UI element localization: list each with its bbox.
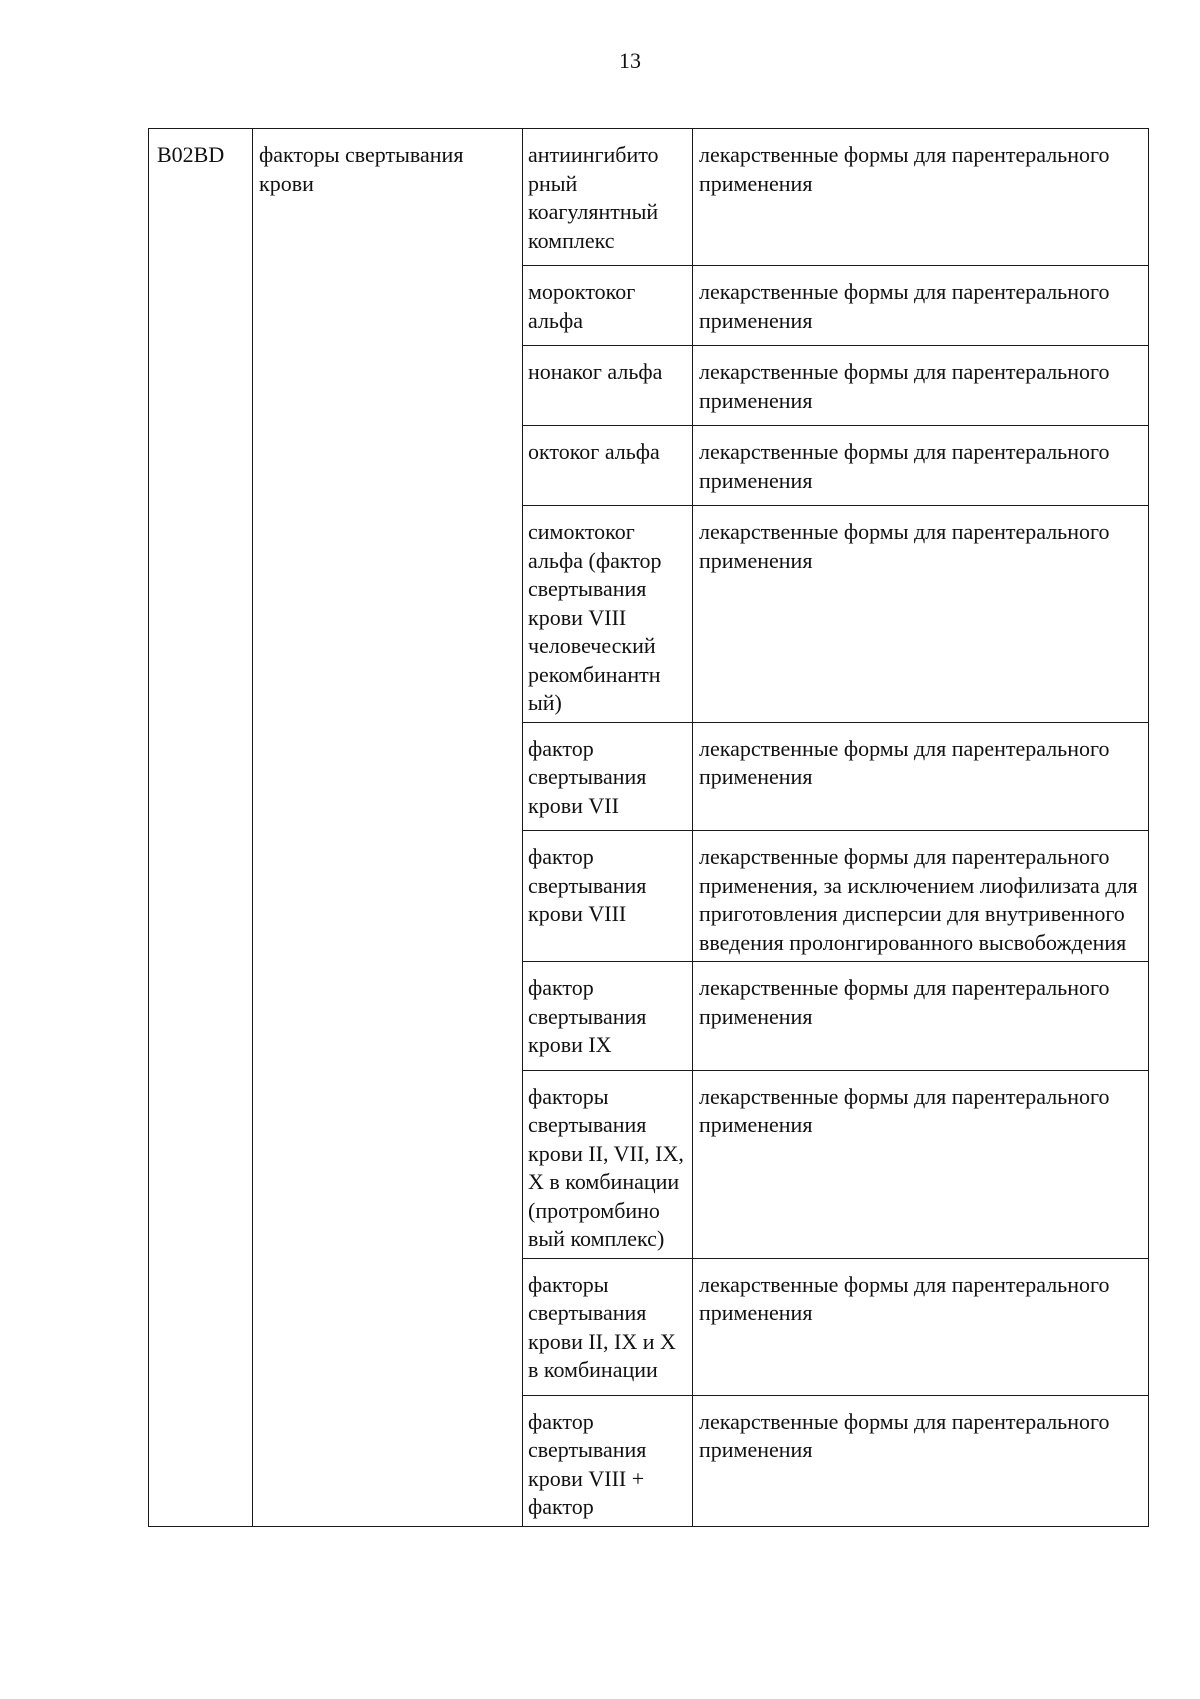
dosage-form-cell: лекарственные формы для парентерального применения [693,962,1149,1071]
dosage-form-cell: лекарственные формы для парентерального применения, за исключением лиофилизата для приготовления дисперсии для внутривенного введения пролонгированного высвобождения [693,831,1149,962]
drug-name-cell: фактор свертывания крови VIII [523,831,693,962]
dosage-form-cell: лекарственные формы для парентерального применения [693,1070,1149,1258]
drug-name-cell: симоктоког альфа (фактор свертывания крови VIII человеческий рекомбинантн ый) [523,506,693,723]
drug-name-cell: факторы свертывания крови II, VII, IX, X в комбинации (протромбино вый комплекс) [523,1070,693,1258]
drug-name-cell: октоког альфа [523,426,693,506]
drug-name-cell: фактор свертывания крови VIII + фактор [523,1395,693,1526]
drug-name-cell: факторы свертывания крови II, IX и X в комбинации [523,1258,693,1395]
dosage-form-cell: лекарственные формы для парентерального применения [693,722,1149,831]
atc-code-cell: B02BD [149,129,253,1527]
pharmacological-group-cell: факторы свертывания крови [253,129,523,1527]
dosage-form-cell: лекарственные формы для парентерального применения [693,346,1149,426]
page-number: 13 [619,48,641,73]
medication-table [148,128,1149,1527]
dosage-form-cell: лекарственные формы для парентерального применения [693,506,1149,723]
dosage-form-cell: лекарственные формы для парентерального применения [693,266,1149,346]
drug-name-cell: нонаког альфа [523,346,693,426]
drug-name-cell: фактор свертывания крови VII [523,722,693,831]
dosage-form-cell: лекарственные формы для парентерального применения [693,1258,1149,1395]
dosage-form-cell: лекарственные формы для парентерального применения [693,129,1149,266]
drug-name-cell: мороктоког альфа [523,266,693,346]
dosage-form-cell: лекарственные формы для парентерального применения [693,426,1149,506]
drug-name-cell: антиингибито рный коагулянтный комплекс [523,129,693,266]
drug-name-cell: фактор свертывания крови IX [523,962,693,1071]
table-row [149,129,1149,266]
dosage-form-cell: лекарственные формы для парентерального применения [693,1395,1149,1526]
